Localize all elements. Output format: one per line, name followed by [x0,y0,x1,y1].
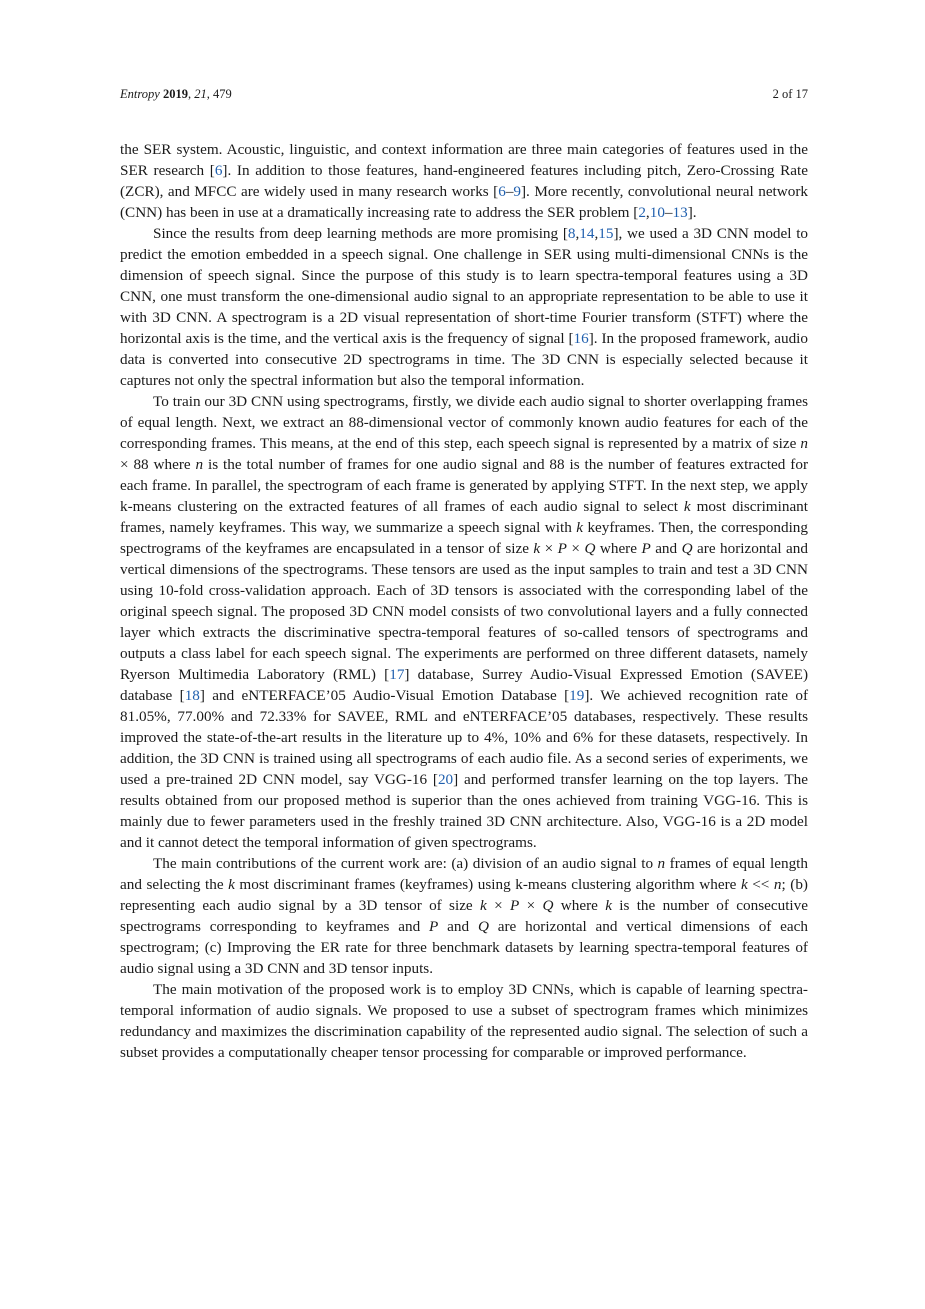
text-run: << [747,876,774,893]
text-run: , [645,204,650,221]
math-symbol: P [509,897,520,914]
text-run: and [438,918,478,935]
text-run: most discriminant frames, namely keyframes. This way, we summarize a speech signal with [120,498,808,536]
header-sep-1: , [187,87,195,101]
citation-link[interactable]: 18 [184,687,200,704]
page-number: 2 of 17 [772,87,808,101]
math-symbol: k [576,519,584,536]
citation-link[interactable]: 10 [649,204,665,221]
text-run: is the total number of frames for one audio signal and 88 is the number of features extracted for each frame. In parallel, the spectrogram of each frame is generated by applying STFT. In the next step, we apply k-means clustering on the extracted features of all frames of each audio signal to select [120,456,808,515]
paragraph [120,223,808,391]
text-run: × 88 where [120,456,196,473]
math-symbol: k [480,897,487,914]
text-run: – [664,204,673,221]
text-run: Since the results from deep learning methods are more promising [ [153,225,568,242]
math-symbol: P [557,540,567,557]
math-symbol: Q [681,540,693,557]
journal-year: 2019 [162,87,188,101]
math-symbol: P [641,540,651,557]
math-symbol: Q [542,897,554,914]
header-sep-2: , [206,87,213,101]
text-run: ]. More recently, convolutional neural network (CNN) has been in use at a dramatically increasing rate to address the SER problem [ [120,183,808,221]
text-run: the SER system. Acoustic, linguistic, and context information are three main categories of features used in the SER research [ [120,141,808,179]
citation-link[interactable]: 13 [672,204,688,221]
math-symbol: P [429,918,439,935]
text-run: is the number of consecutive spectrograms corresponding to keyframes and [120,897,808,935]
text-run: The main contributions of the current work are: (a) division of an audio signal to [153,855,658,872]
text-run: ]. In the proposed framework, audio data is converted into consecutive 2D spectrograms in time. The 3D CNN is especially selected because it captures not only the spectral information but also the temporal information. [120,330,808,389]
math-symbol: k [605,897,612,914]
text-run: frames of equal length and selecting the [120,855,808,893]
text-run: are horizontal and vertical dimensions of each spectrogram; (c) Improving the ER rate for three benchmark datasets by learning spectra-temporal features of audio signal using a 3D CNN and 3D tensor inputs. [120,918,808,977]
math-symbol: n [657,855,666,872]
text-run: and [650,540,682,557]
page-header [120,86,808,102]
math-symbol: k [683,498,691,515]
text-run: × [540,540,558,557]
text-run: ] database, Surrey Audio-Visual Expressed Emotion (SAVEE) database [ [120,666,808,704]
text-run: To train our 3D CNN using spectrograms, firstly, we divide each audio signal to shorter overlapping frames of equal length. Next, we extract an 88-dimensional vector of commonly known audio features for each of the corresponding frames. This means, at the end of this step, each speech signal is represented by a matrix of size [120,393,808,452]
paragraph [120,139,808,223]
text-run: ]. [687,204,697,221]
math-symbol: Q [584,540,596,557]
journal-name: Entropy [120,87,160,101]
math-symbol: n [773,876,782,893]
text-run: ] and performed transfer learning on the top layers. The results obtained from our proposed method is superior than the ones achieved from training VGG-16. This is mainly due to fewer parameters used in the freshly trained 3D CNN architecture. Also, VGG-16 is a 2D model and it cannot detect the temporal information of given spectrograms. [120,771,808,851]
text-run: × [566,540,585,557]
text-run: × [519,897,543,914]
math-symbol: n [195,456,204,473]
text-run: The main motivation of the proposed work is to employ 3D CNNs, which is capable of learning spectra-temporal information of audio signals. We proposed to use a subset of spectrogram frames which minimizes redundancy and maximizes the discrimination capability of the represented audio signal. The selection of such a subset provides a computationally cheaper tensor processing for comparable or improved performance. [120,981,808,1061]
math-symbol: k [533,540,541,557]
citation-link[interactable]: 2 [638,204,646,221]
text-run: ], we used a 3D CNN model to predict the emotion embedded in a speech signal. One challenge in SER using multi-dimensional CNNs is the dimension of speech signal. Since the purpose of this study is to learn spectra-temporal features using a 3D CNN, one must transform the one-dimensional audio signal to an appropriate representation to be able to use it with 3D CNN. A spectrogram is a 2D visual representation of short-time Fourier transform (STFT) where the horizontal axis is the time, and the vertical axis is the frequency of signal [ [120,225,809,347]
math-symbol: Q [477,918,489,935]
text-run: where [595,540,642,557]
math-symbol: k [740,876,748,893]
text-run: – [505,183,514,200]
text-run: ] and eNTERFACE’05 Audio-Visual Emotion Database [ [199,687,570,704]
citation-link[interactable]: 15 [598,225,614,242]
article-number: 479 [212,87,232,101]
paragraph [120,853,808,979]
math-symbol: k [228,876,235,893]
text-run: where [553,897,606,914]
paragraph [120,391,808,853]
text-run: ; (b) representing each audio signal by a 3D tensor of size [120,876,808,914]
text-run: , [575,225,580,242]
text-run: , [594,225,599,242]
citation-link[interactable]: 9 [513,183,521,200]
citation-link[interactable]: 17 [389,666,405,683]
text-run: ]. We achieved recognition rate of 81.05%, 77.00% and 72.33% for SAVEE, RML and eNTERFACE’05 databases, respectively. These results improved the state-of-the-art results in the literature up to 4%, 10% and 6% for these datasets, respectively. In addition, the 3D CNN is trained using all spectrograms of each audio file. As a second series of experiments, we used a pre-trained 2D CNN model, say VGG-16 [ [120,687,808,788]
text-run: ]. In addition to those features, hand-engineered features including pitch, Zero-Crossing Rate (ZCR), and MFCC are widely used in many research works [ [120,162,808,200]
citation-link[interactable]: 14 [579,225,595,242]
text-run: keyframes. Then, the corresponding spectrograms of the keyframes are encapsulated in a tensor of size [120,519,808,557]
article-body [120,139,808,1063]
citation-link[interactable]: 20 [437,771,454,788]
text-run: are horizontal and vertical dimensions of the spectrograms. These tensors are used as the input samples to train and test a 3D CNN using 10-fold cross-validation approach. Each of 3D tensors is associated with the corresponding label of the original speech signal. The proposed 3D CNN model consists of two convolutional layers and a fully connected layer which extracts the discriminative spectra-temporal features of so-called tensors of spectrograms and outputs a class label for each speech signal. The experiments are performed on three different datasets, namely Ryerson Multimedia Laboratory (RML) [ [120,540,808,683]
text-run: × [486,897,510,914]
citation-link[interactable]: 6 [498,183,506,200]
text-run: most discriminant frames (keyframes) using k-means clustering algorithm where [234,876,741,893]
journal-volume: 21 [194,87,207,101]
citation-link[interactable]: 8 [567,225,576,242]
citation-link[interactable]: 16 [573,330,589,347]
math-symbol: n [800,435,808,452]
paragraph [120,979,808,1063]
citation-link[interactable]: 19 [569,687,585,704]
citation-link[interactable]: 6 [214,162,223,179]
